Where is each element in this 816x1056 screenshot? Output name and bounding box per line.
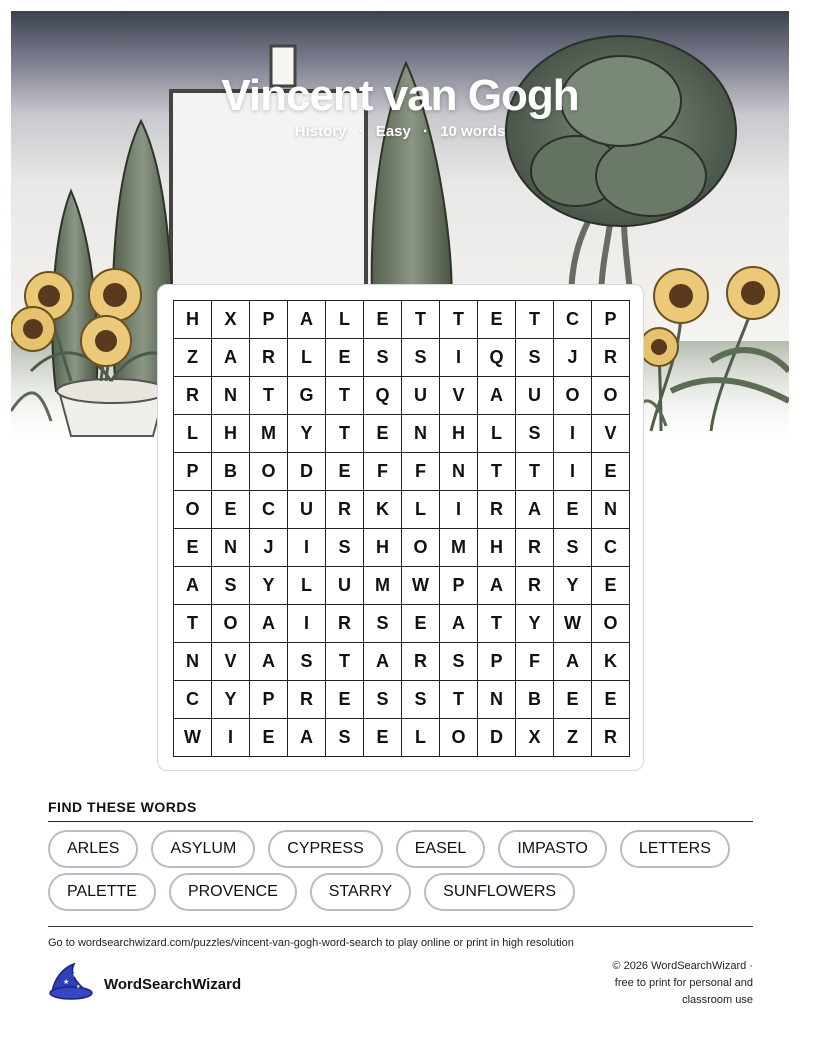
copyright-line: classroom use [682,994,753,1006]
grid-cell[interactable]: C [554,301,592,339]
grid-cell[interactable]: S [402,681,440,719]
grid-cell[interactable]: H [440,415,478,453]
grid-cell[interactable]: X [516,719,554,757]
grid-cell[interactable]: S [516,339,554,377]
grid-cell[interactable]: F [516,643,554,681]
grid-cell[interactable]: O [174,491,212,529]
grid-cell[interactable]: L [288,567,326,605]
grid-cell[interactable]: A [250,643,288,681]
word-chip: ARLES [48,830,138,868]
grid-cell[interactable]: O [592,605,630,643]
grid-cell[interactable]: P [174,453,212,491]
grid-cell[interactable]: I [212,719,250,757]
grid-cell[interactable]: Z [174,339,212,377]
svg-text:★: ★ [63,977,70,986]
grid-cell[interactable]: Q [478,339,516,377]
grid-cell[interactable]: N [212,529,250,567]
grid-cell[interactable]: J [250,529,288,567]
grid-cell[interactable]: Z [554,719,592,757]
grid-cell[interactable]: J [554,339,592,377]
meta-separator: · [358,123,364,140]
word-chip: SUNFLOWERS [424,873,575,911]
grid-cell[interactable]: E [326,339,364,377]
grid-cell[interactable]: P [440,567,478,605]
grid-cell[interactable]: L [478,415,516,453]
grid-cell[interactable]: F [364,453,402,491]
grid-cell[interactable]: E [592,567,630,605]
divider [48,926,753,927]
grid-cell[interactable]: R [402,643,440,681]
grid-cell[interactable]: E [212,491,250,529]
grid-cell[interactable]: I [288,529,326,567]
grid-cell[interactable]: O [402,529,440,567]
divider [48,821,753,822]
grid-cell[interactable]: O [250,453,288,491]
grid-cell[interactable]: V [212,643,250,681]
grid-cell[interactable]: K [592,643,630,681]
grid-cell[interactable]: A [516,491,554,529]
grid-cell[interactable]: A [288,719,326,757]
grid-cell[interactable]: T [326,377,364,415]
grid-cell[interactable]: W [174,719,212,757]
svg-text:★: ★ [76,983,81,990]
grid-cell[interactable]: N [402,415,440,453]
grid-cell[interactable]: P [592,301,630,339]
grid-cell[interactable]: E [592,681,630,719]
puzzle-meta [11,123,789,140]
grid-cell[interactable]: S [554,529,592,567]
grid-cell[interactable]: Y [554,567,592,605]
grid-cell[interactable]: N [212,377,250,415]
grid-cell[interactable]: A [288,301,326,339]
grid-cell[interactable]: T [516,453,554,491]
grid-cell[interactable]: T [326,643,364,681]
puzzle-card [157,284,644,771]
grid-cell[interactable]: W [554,605,592,643]
grid-cell[interactable]: S [212,567,250,605]
grid-cell[interactable]: U [326,567,364,605]
grid-cell[interactable]: P [478,643,516,681]
word-list [48,830,753,911]
grid-cell[interactable]: M [250,415,288,453]
word-chip: STARRY [310,873,411,911]
grid-cell[interactable]: O [440,719,478,757]
grid-cell[interactable]: D [478,719,516,757]
grid-cell[interactable]: I [554,453,592,491]
grid-cell[interactable]: A [250,605,288,643]
grid-cell[interactable]: H [364,529,402,567]
word-chip: LETTERS [620,830,730,868]
word-chip: PROVENCE [169,873,297,911]
grid-cell[interactable]: R [326,491,364,529]
grid-cell[interactable]: S [288,643,326,681]
grid-cell[interactable]: U [288,491,326,529]
grid-cell[interactable]: A [478,567,516,605]
page-title: Vincent van Gogh [221,71,579,120]
grid-cell[interactable]: S [440,643,478,681]
grid-cell[interactable]: A [554,643,592,681]
word-chip: IMPASTO [498,830,607,868]
difficulty-label: Easy [375,123,411,140]
brand-name: WordSearchWizard [104,975,242,993]
grid-cell[interactable]: A [478,377,516,415]
grid-cell[interactable]: I [554,415,592,453]
word-chip: ASYLUM [151,830,255,868]
meta-separator: · [423,123,429,140]
grid-cell[interactable]: U [402,377,440,415]
grid-cell[interactable]: T [478,605,516,643]
grid-cell[interactable]: T [440,681,478,719]
grid-cell[interactable]: Y [288,415,326,453]
grid-cell[interactable]: P [250,681,288,719]
word-chip: EASEL [396,830,486,868]
grid-cell[interactable]: R [516,529,554,567]
grid-cell[interactable]: A [440,605,478,643]
grid-cell[interactable]: S [326,719,364,757]
grid-cell[interactable]: N [440,453,478,491]
category-label: History [294,123,347,140]
grid-cell[interactable]: H [212,415,250,453]
grid-cell[interactable]: H [174,301,212,339]
grid-cell[interactable]: R [478,491,516,529]
grid-cell[interactable]: T [326,415,364,453]
svg-text:★: ★ [72,971,78,979]
grid-cell[interactable]: R [250,339,288,377]
wizard-hat-icon [48,962,94,1007]
brand[interactable] [48,964,241,1004]
grid-cell[interactable]: O [554,377,592,415]
grid-cell[interactable]: T [478,453,516,491]
grid-cell[interactable]: Y [516,605,554,643]
grid-cell[interactable]: U [516,377,554,415]
grid-cell[interactable]: S [364,605,402,643]
grid-cell[interactable]: G [288,377,326,415]
grid-cell[interactable]: R [326,605,364,643]
grid-cell[interactable]: E [478,301,516,339]
grid-cell[interactable]: S [402,339,440,377]
grid-cell[interactable]: R [288,681,326,719]
grid-cell[interactable]: L [174,415,212,453]
grid-cell[interactable]: C [592,529,630,567]
grid-cell[interactable]: C [174,681,212,719]
grid-cell[interactable]: E [326,681,364,719]
grid-cell[interactable]: V [592,415,630,453]
grid-cell[interactable]: E [364,415,402,453]
grid-cell[interactable]: E [364,301,402,339]
grid-cell[interactable]: R [516,567,554,605]
grid-cell[interactable]: S [364,681,402,719]
grid-cell[interactable]: E [174,529,212,567]
grid-cell[interactable]: E [326,453,364,491]
grid-cell[interactable]: M [440,529,478,567]
grid-cell[interactable]: C [250,491,288,529]
grid-cell[interactable]: Q [364,377,402,415]
grid-cell[interactable]: I [288,605,326,643]
grid-cell[interactable]: T [516,301,554,339]
word-chip: CYPRESS [268,830,382,868]
grid-cell[interactable]: D [288,453,326,491]
grid-cell[interactable]: E [592,453,630,491]
grid-cell[interactable]: R [174,377,212,415]
grid-cell[interactable]: T [250,377,288,415]
grid-cell[interactable]: X [212,301,250,339]
grid-cell[interactable]: E [402,605,440,643]
grid-cell[interactable]: A [212,339,250,377]
grid-cell[interactable]: S [364,339,402,377]
grid-cell[interactable]: Y [250,567,288,605]
grid-cell[interactable]: I [440,339,478,377]
grid-cell[interactable]: N [478,681,516,719]
grid-cell[interactable]: I [440,491,478,529]
grid-cell[interactable]: O [592,377,630,415]
grid-cell[interactable]: A [174,567,212,605]
grid-cell[interactable]: E [250,719,288,757]
grid-cell[interactable]: W [402,567,440,605]
grid-cell[interactable]: P [250,301,288,339]
grid-cell[interactable]: T [440,301,478,339]
grid-cell[interactable]: N [174,643,212,681]
grid-cell[interactable]: S [326,529,364,567]
letter-grid[interactable] [173,300,630,757]
copyright-line: © 2026 WordSearchWizard · [612,960,753,972]
grid-cell[interactable]: T [402,301,440,339]
grid-cell[interactable]: V [440,377,478,415]
grid-cell[interactable]: B [516,681,554,719]
grid-cell[interactable]: L [288,339,326,377]
grid-cell[interactable]: F [402,453,440,491]
copyright [583,958,753,1009]
grid-cell[interactable]: H [478,529,516,567]
grid-cell[interactable]: N [592,491,630,529]
grid-cell[interactable]: S [516,415,554,453]
copyright-line: free to print for personal and [614,977,753,989]
grid-cell[interactable]: T [174,605,212,643]
grid-cell[interactable]: O [212,605,250,643]
grid-cell[interactable]: K [364,491,402,529]
grid-cell[interactable]: L [402,491,440,529]
grid-cell[interactable]: L [402,719,440,757]
grid-cell[interactable]: R [592,719,630,757]
word-list-heading: FIND THESE WORDS [48,799,197,815]
grid-cell[interactable]: R [592,339,630,377]
grid-cell[interactable]: E [364,719,402,757]
grid-cell[interactable]: Y [212,681,250,719]
footer-note: Go to wordsearchwizard.com/puzzles/vincent-van-gogh-word-search to play online or print in high resolution [48,937,574,949]
grid-cell[interactable]: A [364,643,402,681]
grid-cell[interactable]: M [364,567,402,605]
grid-cell[interactable]: E [554,681,592,719]
word-count-label: 10 words [440,123,506,140]
grid-cell[interactable]: L [326,301,364,339]
word-chip: PALETTE [48,873,156,911]
grid-cell[interactable]: B [212,453,250,491]
grid-cell[interactable]: E [554,491,592,529]
